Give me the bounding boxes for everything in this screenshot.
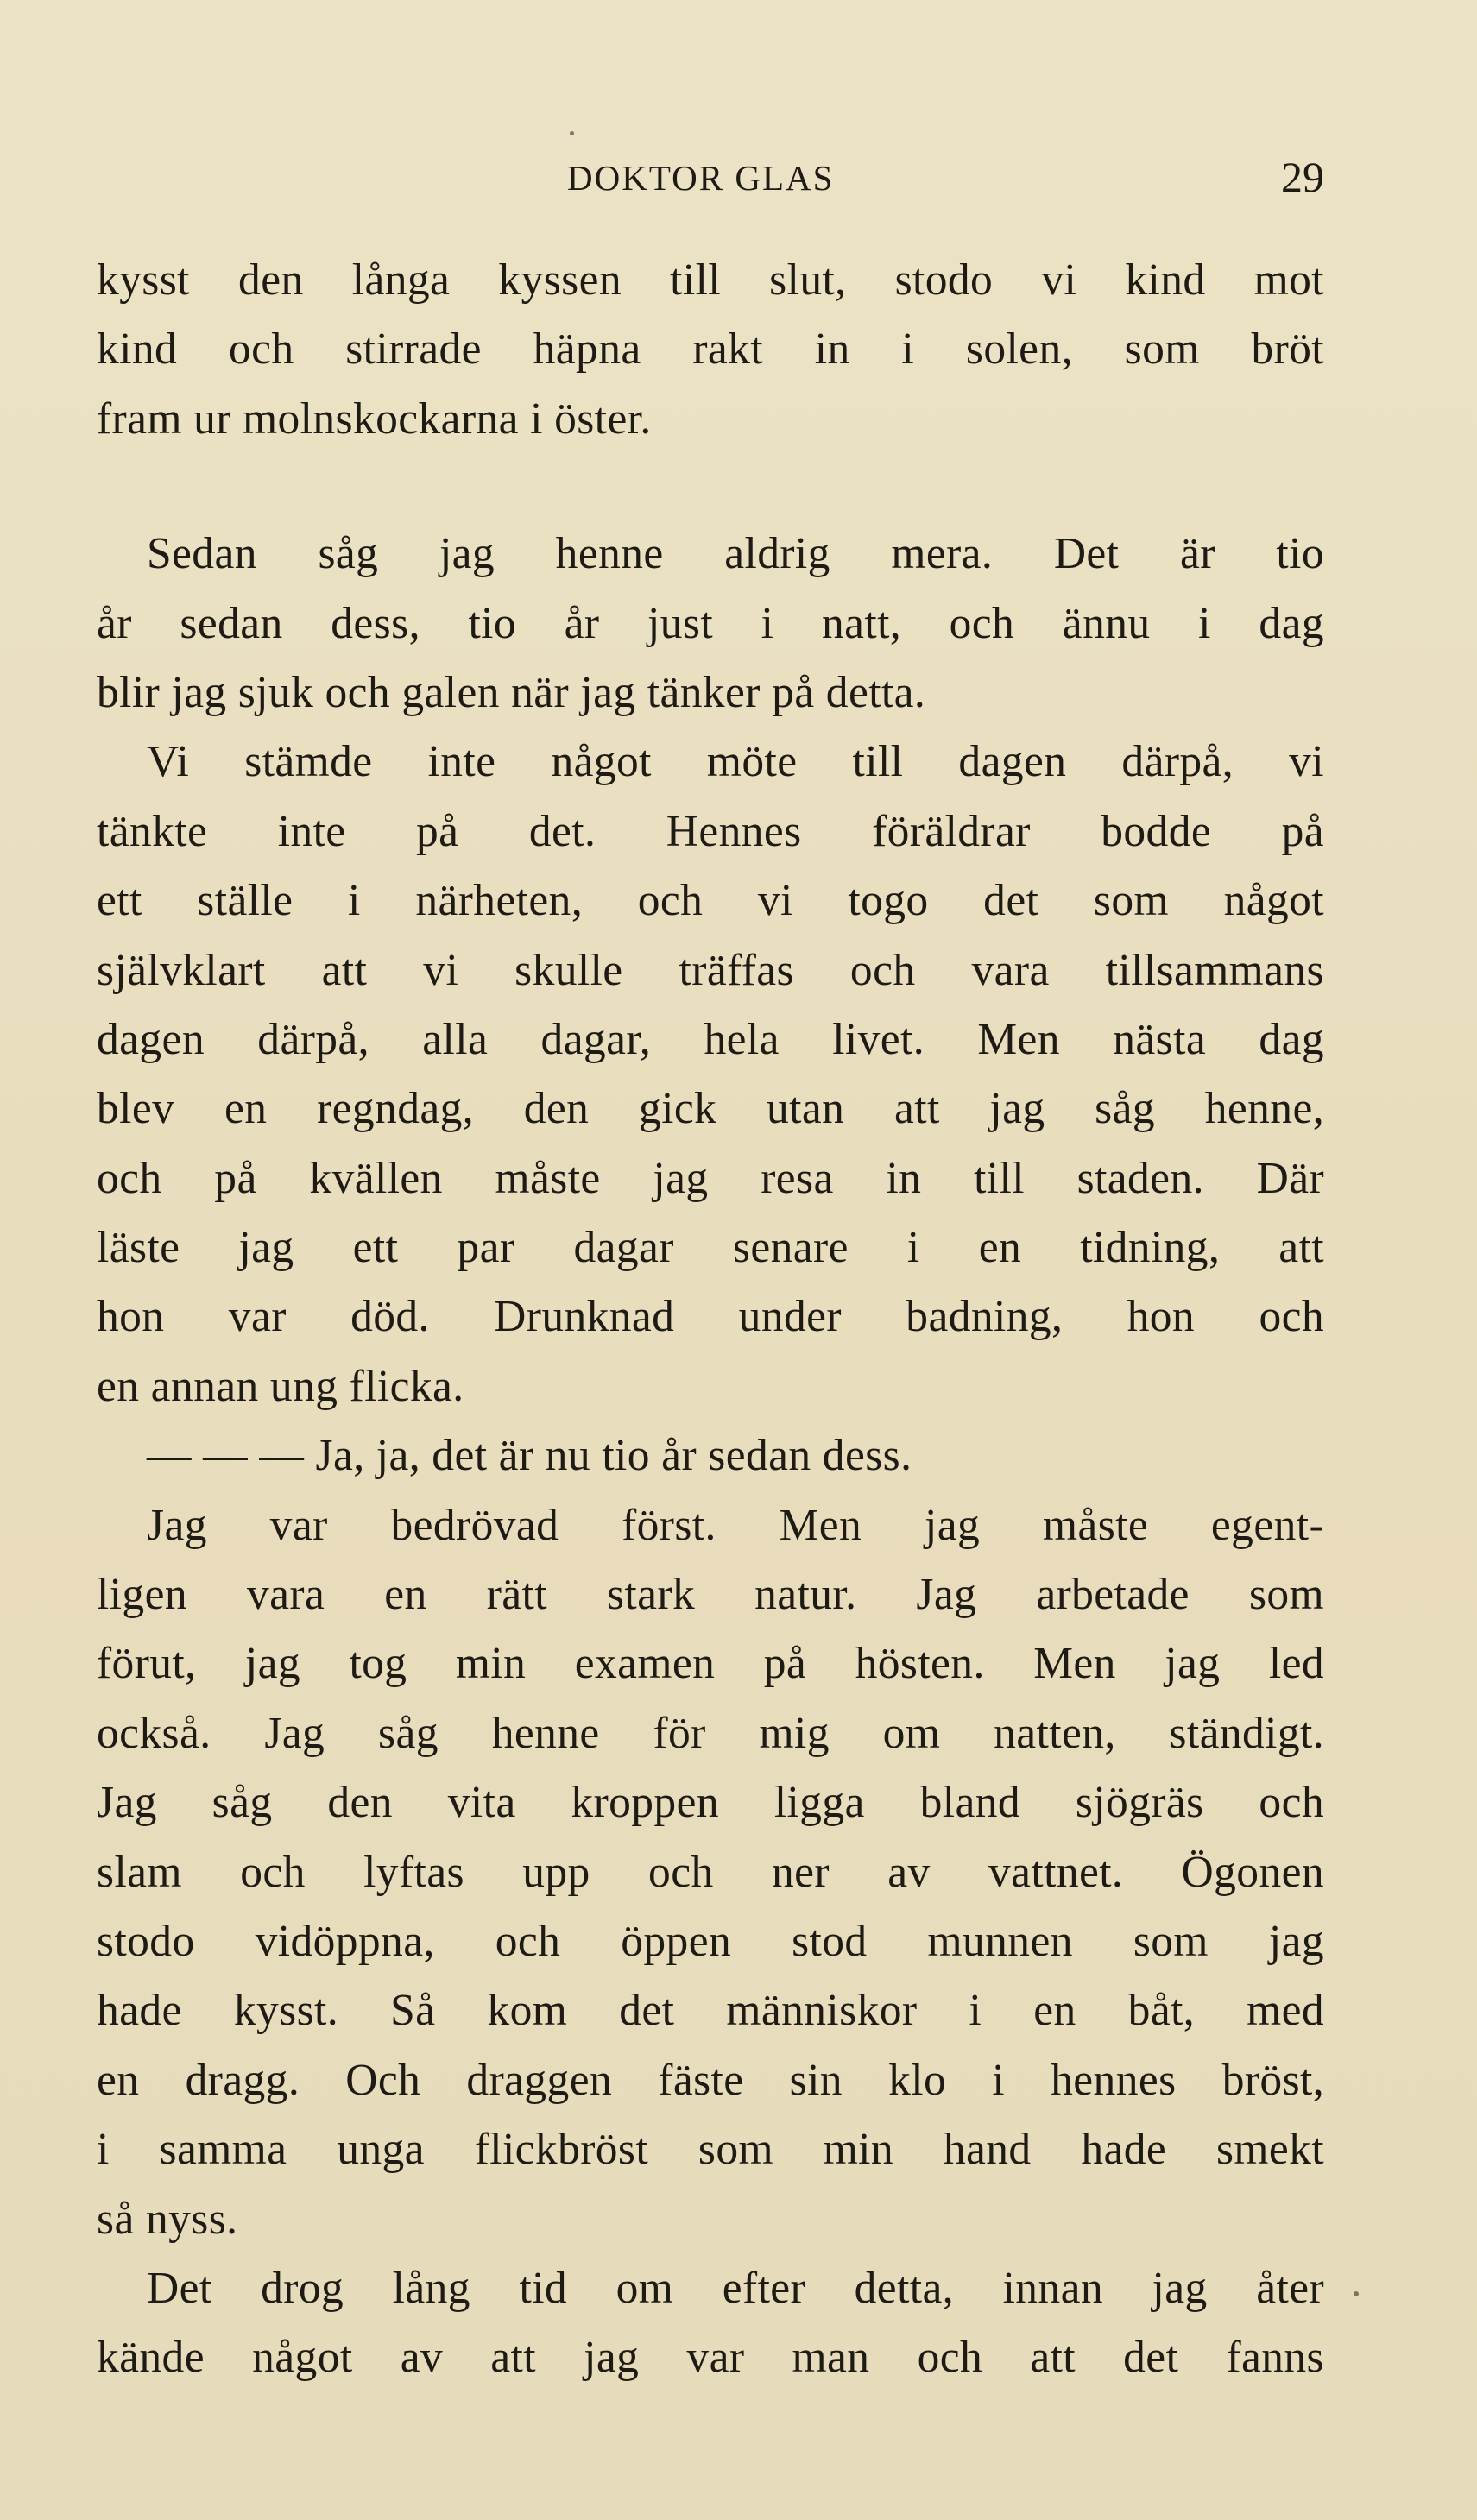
text-line: hade kysst. Så kom det människor i en båt, med xyxy=(97,1986,1324,2036)
paragraph-gap xyxy=(97,454,1324,520)
ink-speck xyxy=(570,131,574,135)
text-line: Jag såg den vita kroppen ligga bland sjögräs och xyxy=(97,1778,1324,1828)
text-line: i samma unga flickbröst som min hand hade smekt xyxy=(97,2125,1324,2175)
text-line: Sedan såg jag henne aldrig mera. Det är tio xyxy=(147,529,1324,579)
text-line: kände något av att jag var man och att det fanns xyxy=(97,2333,1324,2383)
ink-speck xyxy=(1354,2291,1359,2296)
text-line: kind och stirrade häpna rakt in i solen, som bröt xyxy=(97,324,1324,375)
text-line: fram ur molnskockarna i öster. xyxy=(97,394,652,444)
running-header xyxy=(97,152,1324,204)
text-line: stodo vidöppna, och öppen stod munnen som jag xyxy=(97,1916,1324,1966)
text-line: en annan ung flicka. xyxy=(97,1361,464,1411)
page-number: 29 xyxy=(1281,153,1324,201)
text-line: Det drog lång tid om efter detta, innan jag åter xyxy=(147,2263,1324,2313)
text-line: en dragg. Och draggen fäste sin klo i hennes bröst, xyxy=(97,2055,1324,2105)
body-text xyxy=(97,246,1324,2393)
text-line: och på kvällen måste jag resa in till staden. Där xyxy=(97,1153,1324,1203)
text-line: blev en regndag, den gick utan att jag såg henne, xyxy=(97,1084,1324,1134)
text-line: år sedan dess, tio år just i natt, och ännu i dag xyxy=(97,598,1324,648)
text-line: Vi stämde inte något möte till dagen därpå, vi xyxy=(147,737,1324,787)
text-line: blir jag sjuk och galen när jag tänker på detta. xyxy=(97,667,926,717)
text-line: hon var död. Drunknad under badning, hon och xyxy=(97,1292,1324,1342)
text-line: förut, jag tog min examen på hösten. Men jag led xyxy=(97,1639,1324,1689)
text-line: självklart att vi skulle träffas och vara tillsammans xyxy=(97,945,1324,995)
text-line: så nyss. xyxy=(97,2194,238,2244)
text-line: tänkte inte på det. Hennes föräldrar bodde på xyxy=(97,806,1324,856)
text-line: dagen därpå, alla dagar, hela livet. Men nästa dag xyxy=(97,1014,1324,1064)
book-title: DOKTOR GLAS xyxy=(567,158,835,198)
text-line: ett ställe i närheten, och vi togo det som något xyxy=(97,876,1324,926)
text-line: Jag var bedrövad först. Men jag måste egent- xyxy=(147,1500,1324,1550)
text-line: läste jag ett par dagar senare i en tidning, att xyxy=(97,1223,1324,1273)
text-line: — — — Ja, ja, det är nu tio år sedan dess. xyxy=(147,1431,912,1481)
text-line: kysst den långa kyssen till slut, stodo vi kind mot xyxy=(97,255,1324,305)
text-line: ligen vara en rätt stark natur. Jag arbetade som xyxy=(97,1570,1324,1620)
text-line: slam och lyftas upp och ner av vattnet. Ögonen xyxy=(97,1847,1324,1897)
text-line: också. Jag såg henne för mig om natten, ständigt. xyxy=(97,1708,1324,1758)
